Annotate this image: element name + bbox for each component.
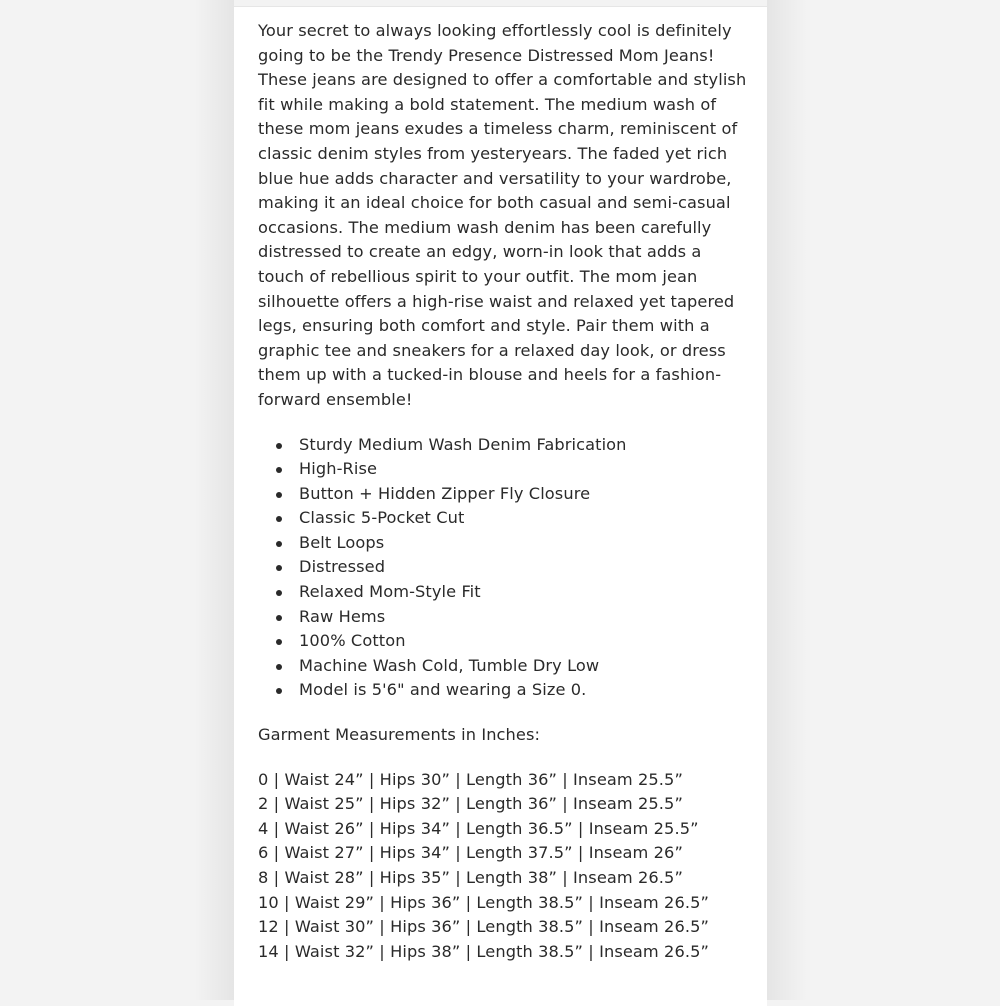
feature-item xyxy=(258,629,748,654)
bullet-icon xyxy=(276,492,282,498)
feature-item xyxy=(258,531,748,556)
feature-item xyxy=(258,654,748,679)
bullet-icon xyxy=(276,639,282,645)
measurements-heading: Garment Measurements in Inches: xyxy=(258,725,541,745)
bullet-icon xyxy=(276,688,282,694)
feature-item-label: Raw Hems xyxy=(299,606,386,626)
feature-item xyxy=(258,555,748,580)
bullet-icon xyxy=(276,590,282,596)
feature-item-label: Classic 5-Pocket Cut xyxy=(299,508,465,528)
measurements-list xyxy=(258,768,748,965)
bullet-icon xyxy=(276,516,282,522)
measurement-row: 4 | Waist 26” | Hips 34” | Length 36.5” | Inseam 25.5” xyxy=(258,818,699,838)
page-shadow-right xyxy=(767,0,807,1000)
feature-item-label: Distressed xyxy=(299,557,386,577)
measurement-row: 0 | Waist 24” | Hips 30” | Length 36” | Inseam 25.5” xyxy=(258,769,683,789)
feature-item-label: Machine Wash Cold, Tumble Dry Low xyxy=(299,655,600,675)
feature-item xyxy=(258,433,748,458)
bullet-icon xyxy=(276,565,282,571)
feature-item xyxy=(258,506,748,531)
product-description-content xyxy=(258,19,748,964)
bullet-icon xyxy=(276,664,282,670)
measurement-row: 6 | Waist 27” | Hips 34” | Length 37.5” | Inseam 26” xyxy=(258,843,683,863)
feature-list xyxy=(258,433,748,704)
feature-item-label: Belt Loops xyxy=(299,532,385,552)
feature-item-label: Relaxed Mom-Style Fit xyxy=(299,582,481,602)
feature-item xyxy=(258,678,748,703)
bullet-icon xyxy=(276,541,282,547)
feature-item-label: Sturdy Medium Wash Denim Fabrication xyxy=(299,434,627,454)
feature-item-label: Button + Hidden Zipper Fly Closure xyxy=(299,483,591,503)
page-shadow-left xyxy=(194,0,234,1000)
feature-item-label: High-Rise xyxy=(299,459,378,479)
feature-item xyxy=(258,605,748,630)
product-description-card xyxy=(234,6,767,1006)
measurement-row: 12 | Waist 30” | Hips 36” | Length 38.5” | Inseam 26.5” xyxy=(258,917,709,937)
measurement-row: 2 | Waist 25” | Hips 32” | Length 36” | Inseam 25.5” xyxy=(258,794,683,814)
measurement-row: 14 | Waist 32” | Hips 38” | Length 38.5” | Inseam 26.5” xyxy=(258,941,709,961)
bullet-icon xyxy=(276,443,282,449)
product-description-paragraph: Your secret to always looking effortlessly cool is definitely going to be the Trendy Presence Distressed Mom Jeans! These jeans are designed to offer a comfortable and stylish fit while making a bold statement. The medium wash of these mom jeans exudes a timeless charm, reminiscent of classic denim styles from yesteryears. The faded yet rich blue hue adds character and versatility to your wardrobe, making it an ideal choice for both casual and semi-casual occasions. The medium wash denim has been carefully distressed to create an edgy, worn-in look that adds a touch of rebellious spirit to your outfit. The mom jean silhouette offers a high-rise waist and relaxed yet tapered legs, ensuring both comfort and style. Pair them with a graphic tee and sneakers for a relaxed day look, or dress them up with a tucked-in blouse and heels for a fashion-forward ensemble! xyxy=(258,21,747,409)
feature-item-label: 100% Cotton xyxy=(299,631,406,651)
bullet-icon xyxy=(276,615,282,621)
measurement-row: 8 | Waist 28” | Hips 35” | Length 38” | Inseam 26.5” xyxy=(258,868,683,887)
feature-item-label: Model is 5'6" and wearing a Size 0. xyxy=(299,680,587,700)
bullet-icon xyxy=(276,467,282,473)
feature-item xyxy=(258,482,748,507)
measurement-row: 10 | Waist 29” | Hips 36” | Length 38.5” | Inseam 26.5” xyxy=(258,892,709,912)
feature-item xyxy=(258,457,748,482)
feature-item xyxy=(258,580,748,605)
